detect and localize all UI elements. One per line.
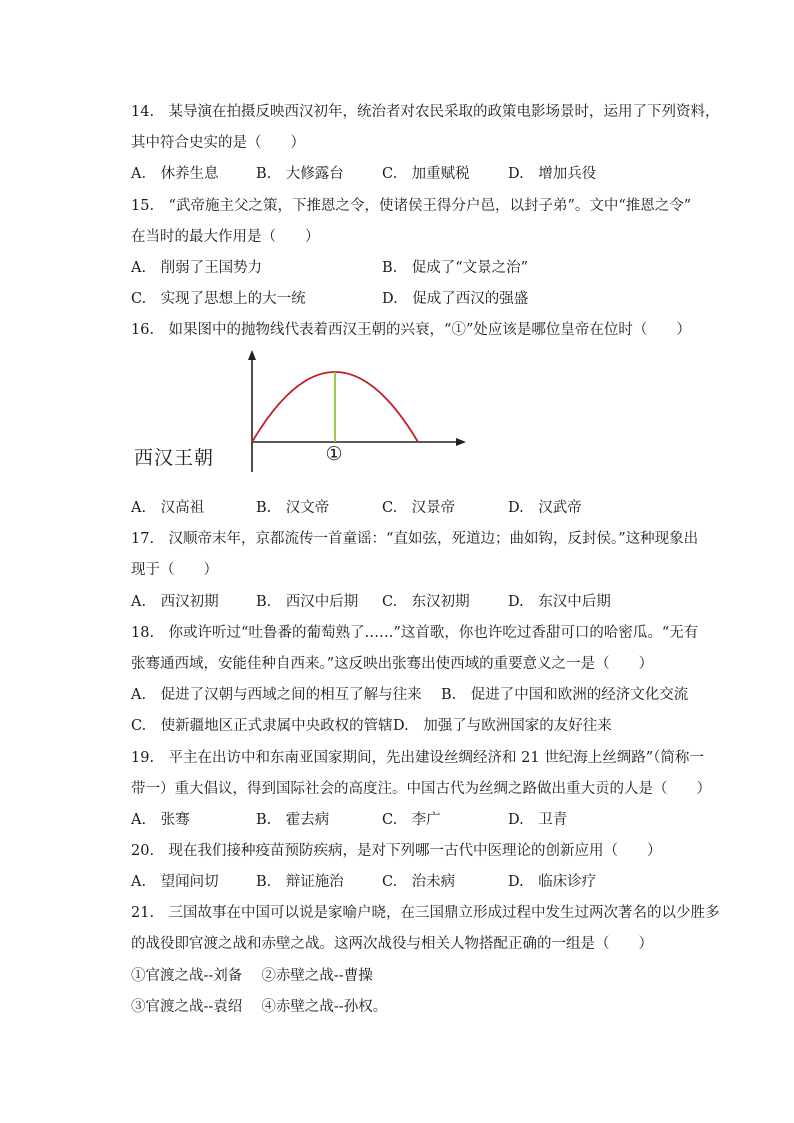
question-21-line-1: 21. 三国故事在中国可以说是家喻户晓，在三国鼎立形成过程中发生过两次著名的以少胜多 (131, 905, 720, 921)
q20-option-b[interactable]: B. 辩证施治 (256, 874, 344, 890)
q16-option-b[interactable]: B. 汉文帝 (256, 500, 330, 516)
q19-option-a[interactable]: A. 张骞 (131, 812, 190, 828)
q17-option-a[interactable]: A. 西汉初期 (131, 594, 219, 610)
q16-option-d[interactable]: D. 汉武帝 (508, 500, 582, 516)
q21-statements-1: ①官渡之战--刘备 ②赤壁之战--曹操 (131, 968, 373, 984)
question-18-line-2: 张骞通西域，安能佳种自西来。”这反映出张骞出使西域的重要意义之一是（ ） (131, 656, 654, 672)
q16-option-a[interactable]: A. 汉高祖 (131, 500, 205, 516)
dynasty-parabola-figure (130, 348, 470, 474)
q20-option-c[interactable]: C. 治未病 (382, 874, 456, 890)
question-18-line-1: 18. 你或许听过“吐鲁番的葡萄熟了……”这首歌，你也许吃过香甜可口的哈密瓜。“无有 (131, 625, 699, 641)
q21-statements-2: ③官渡之战--袁绍 ④赤壁之战--孙权。 (131, 999, 388, 1015)
q14-option-c[interactable]: C. 加重赋税 (382, 166, 470, 182)
question-14-line-1: 14. 某导演在拍摄反映西汉初年，统治者对农民采取的政策电影场景时，运用了下列资料， (131, 104, 720, 120)
q20-option-d[interactable]: D. 临床诊疗 (508, 874, 597, 890)
q20-option-a[interactable]: A. 望闻问切 (131, 874, 219, 890)
q17-option-c[interactable]: C. 东汉初期 (382, 594, 470, 610)
q17-option-d[interactable]: D. 东汉中后期 (508, 594, 611, 610)
q18-option-c[interactable]: C. 使新疆地区正式隶属中央政权的管辖 (131, 718, 393, 734)
question-17-line-1: 17. 汉顺帝末年，京都流传一首童谣：“直如弦，死道边；曲如钩，反封侯。”这种现象出 (131, 531, 699, 547)
question-14-line-2: 其中符合史实的是（ ） (131, 135, 305, 151)
q15-option-b[interactable]: B. 促成了“文景之治” (382, 260, 529, 276)
q14-option-b[interactable]: B. 大修露台 (256, 166, 344, 182)
question-21-line-2: 的战役即官渡之战和赤壁之战。这两次战役与相关人物搭配正确的一组是（ ） (131, 936, 653, 952)
q14-option-d[interactable]: D. 增加兵役 (508, 166, 597, 182)
y-axis-arrow (248, 350, 256, 360)
q19-option-b[interactable]: B. 霍去病 (256, 812, 330, 828)
q18-option-d[interactable]: D. 加强了与欧洲国家的友好往来 (393, 718, 612, 734)
question-15-line-2: 在当时的最大作用是（ ） (131, 229, 320, 245)
x-axis-arrow (456, 438, 466, 446)
question-20-line-1: 20. 现在我们接种疫苗预防疾病，是对下列哪一古代中医理论的创新应用（ ） (131, 843, 662, 859)
q18-option-a[interactable]: A. 促进了汉朝与西域之间的相互了解与往来 (131, 687, 422, 703)
q18-option-b[interactable]: B. 促进了中国和欧洲的经济文化交流 (441, 687, 689, 703)
q15-option-c[interactable]: C. 实现了思想上的大一统 (131, 291, 306, 307)
q19-option-d[interactable]: D. 卫青 (508, 812, 568, 828)
dynasty-label: 西汉王朝 (134, 447, 215, 469)
question-17-line-2: 现于（ ） (131, 562, 218, 578)
q14-option-a[interactable]: A. 休养生息 (131, 166, 219, 182)
q15-option-d[interactable]: D. 促成了西汉的强盛 (382, 291, 529, 307)
question-19-line-1: 19. 平主在出访中和东南亚国家期间，先出建设丝绸经济和 21 世纪海上丝绸路”（简称一 (131, 750, 704, 766)
q16-option-c[interactable]: C. 汉景帝 (382, 500, 456, 516)
marker-label: ① (325, 443, 343, 465)
question-16-line-1: 16. 如果图中的抛物线代表着西汉王朝的兴衰，“①”处应该是哪位皇帝在位时（ ） (131, 322, 691, 338)
q17-option-b[interactable]: B. 西汉中后期 (256, 594, 359, 610)
q15-option-a[interactable]: A. 削弱了王国势力 (131, 260, 263, 276)
question-15-line-1: 15. “武帝施主父之策，下推恩之令，使诸侯王得分户邑，以封子弟”。文中“推恩之令” (131, 198, 692, 214)
question-19-line-2: 带一）重大倡议，得到国际社会的高度注。中国古代为丝绸之路做出重大贡的人是（ ） (131, 781, 711, 797)
q19-option-c[interactable]: C. 李广 (382, 812, 441, 828)
